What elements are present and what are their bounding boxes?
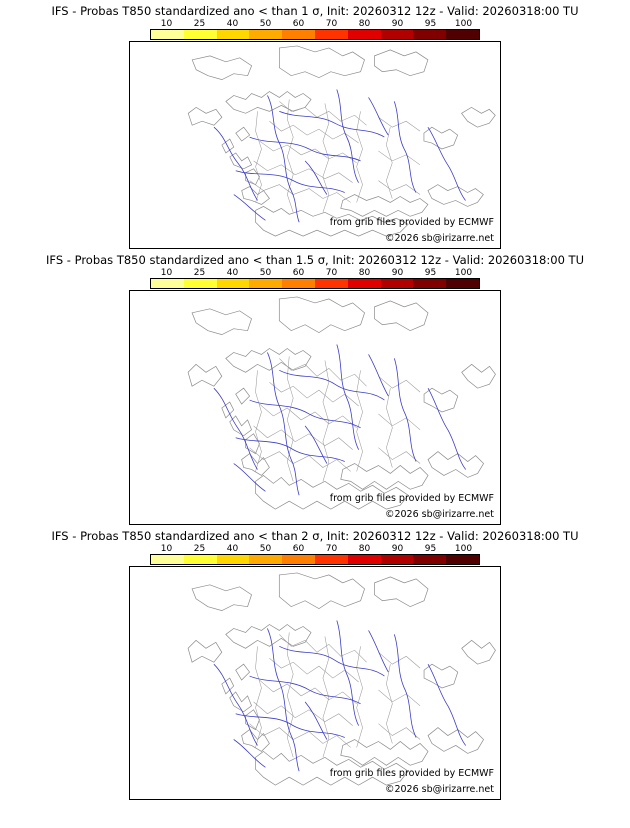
colorbar-tick-95: 95	[424, 544, 437, 554]
colorbar-tick-80: 80	[358, 19, 371, 29]
colorbar-tick-100: 100	[454, 268, 473, 278]
colorbar-segment	[348, 279, 381, 288]
colorbar-tick-60: 60	[292, 19, 305, 29]
panel-2sigma-title: IFS - Probas T850 standardized ano < than 2 σ, Init: 20260312 12z - Valid: 20260318:00 TU	[51, 529, 579, 543]
credit-owner: ©2026 sb@irizarre.net	[384, 509, 494, 520]
coastline-layer	[188, 573, 500, 785]
colorbar-tick-60: 60	[292, 544, 305, 554]
colorbar-segment	[315, 555, 348, 564]
colorbar-gradient	[150, 554, 480, 565]
department-borders-layer	[250, 632, 421, 757]
colorbar-segment	[348, 555, 381, 564]
colorbar-segment	[282, 279, 315, 288]
colorbar-tick-80: 80	[358, 544, 371, 554]
panel-2sigma-colorbar	[150, 544, 480, 566]
map-2sigma-svg	[130, 567, 500, 799]
colorbar-tick-10: 10	[160, 544, 173, 554]
credit-ecmwf: from grib files provided by ECMWF	[329, 493, 494, 504]
colorbar-segment	[282, 30, 315, 39]
colorbar-segment	[282, 555, 315, 564]
colorbar-segment	[249, 30, 282, 39]
colorbar-tick-70: 70	[325, 544, 338, 554]
colorbar-tick-80: 80	[358, 268, 371, 278]
colorbar-segment	[151, 555, 184, 564]
map-1p5sigma-svg	[130, 291, 500, 524]
colorbar-tick-25: 25	[193, 19, 206, 29]
colorbar-segment	[348, 30, 381, 39]
colorbar-gradient	[150, 29, 480, 40]
colorbar-tick-60: 60	[292, 268, 305, 278]
colorbar-tick-70: 70	[325, 19, 338, 29]
map-1p5sigma[interactable]	[129, 290, 501, 525]
colorbar-tick-90: 90	[391, 19, 404, 29]
rivers-layer	[214, 345, 466, 496]
colorbar-segment	[413, 555, 446, 564]
colorbar-segment	[446, 555, 479, 564]
colorbar-tick-95: 95	[424, 19, 437, 29]
colorbar-segment	[446, 30, 479, 39]
colorbar-segment	[184, 279, 217, 288]
colorbar-segment	[184, 30, 217, 39]
colorbar-ticks	[150, 19, 480, 29]
colorbar-tick-90: 90	[391, 268, 404, 278]
colorbar-tick-70: 70	[325, 268, 338, 278]
colorbar-tick-10: 10	[160, 19, 173, 29]
colorbar-tick-40: 40	[226, 544, 239, 554]
colorbar-tick-100: 100	[454, 544, 473, 554]
colorbar-tick-50: 50	[259, 268, 272, 278]
colorbar-segment	[217, 279, 250, 288]
map-2sigma[interactable]	[129, 566, 501, 800]
colorbar-segment	[413, 30, 446, 39]
colorbar-segment	[381, 555, 414, 564]
colorbar-segment	[249, 555, 282, 564]
panel-1sigma	[0, 0, 630, 249]
colorbar-tick-25: 25	[193, 544, 206, 554]
colorbar-tick-40: 40	[226, 268, 239, 278]
colorbar-segment	[249, 279, 282, 288]
panel-1sigma-colorbar	[150, 19, 480, 41]
credit-ecmwf: from grib files provided by ECMWF	[329, 768, 494, 779]
colorbar-segment	[413, 279, 446, 288]
colorbar-tick-50: 50	[259, 544, 272, 554]
coastline-layer	[188, 46, 500, 236]
colorbar-tick-100: 100	[454, 19, 473, 29]
department-borders-layer	[250, 356, 421, 481]
colorbar-tick-95: 95	[424, 268, 437, 278]
panel-1p5sigma	[0, 249, 630, 525]
rivers-layer	[214, 90, 466, 223]
colorbar-segment	[315, 30, 348, 39]
colorbar-segment	[381, 279, 414, 288]
colorbar-segment	[217, 555, 250, 564]
colorbar-segment	[217, 30, 250, 39]
colorbar-segment	[381, 30, 414, 39]
credit-ecmwf: from grib files provided by ECMWF	[329, 217, 494, 228]
panel-1sigma-title: IFS - Probas T850 standardized ano < than 1 σ, Init: 20260312 12z - Valid: 20260318:00 TU	[51, 4, 579, 18]
map-1sigma[interactable]	[129, 41, 501, 249]
colorbar-segment	[151, 30, 184, 39]
colorbar-ticks	[150, 268, 480, 278]
colorbar-gradient	[150, 278, 480, 289]
colorbar-tick-40: 40	[226, 19, 239, 29]
colorbar-tick-10: 10	[160, 268, 173, 278]
colorbar-segment	[184, 555, 217, 564]
colorbar-tick-90: 90	[391, 544, 404, 554]
credit-owner: ©2026 sb@irizarre.net	[384, 233, 494, 244]
colorbar-segment	[151, 279, 184, 288]
colorbar-segment	[315, 279, 348, 288]
rivers-layer	[214, 621, 466, 772]
panel-1p5sigma-colorbar	[150, 268, 480, 290]
panel-2sigma	[0, 525, 630, 800]
colorbar-tick-25: 25	[193, 268, 206, 278]
colorbar-ticks	[150, 544, 480, 554]
colorbar-tick-50: 50	[259, 19, 272, 29]
colorbar-segment	[446, 279, 479, 288]
credit-owner: ©2026 sb@irizarre.net	[384, 784, 494, 795]
panel-1p5sigma-title: IFS - Probas T850 standardized ano < than 1.5 σ, Init: 20260312 12z - Valid: 20260318:00 TU	[46, 253, 584, 267]
coastline-layer	[188, 297, 500, 509]
